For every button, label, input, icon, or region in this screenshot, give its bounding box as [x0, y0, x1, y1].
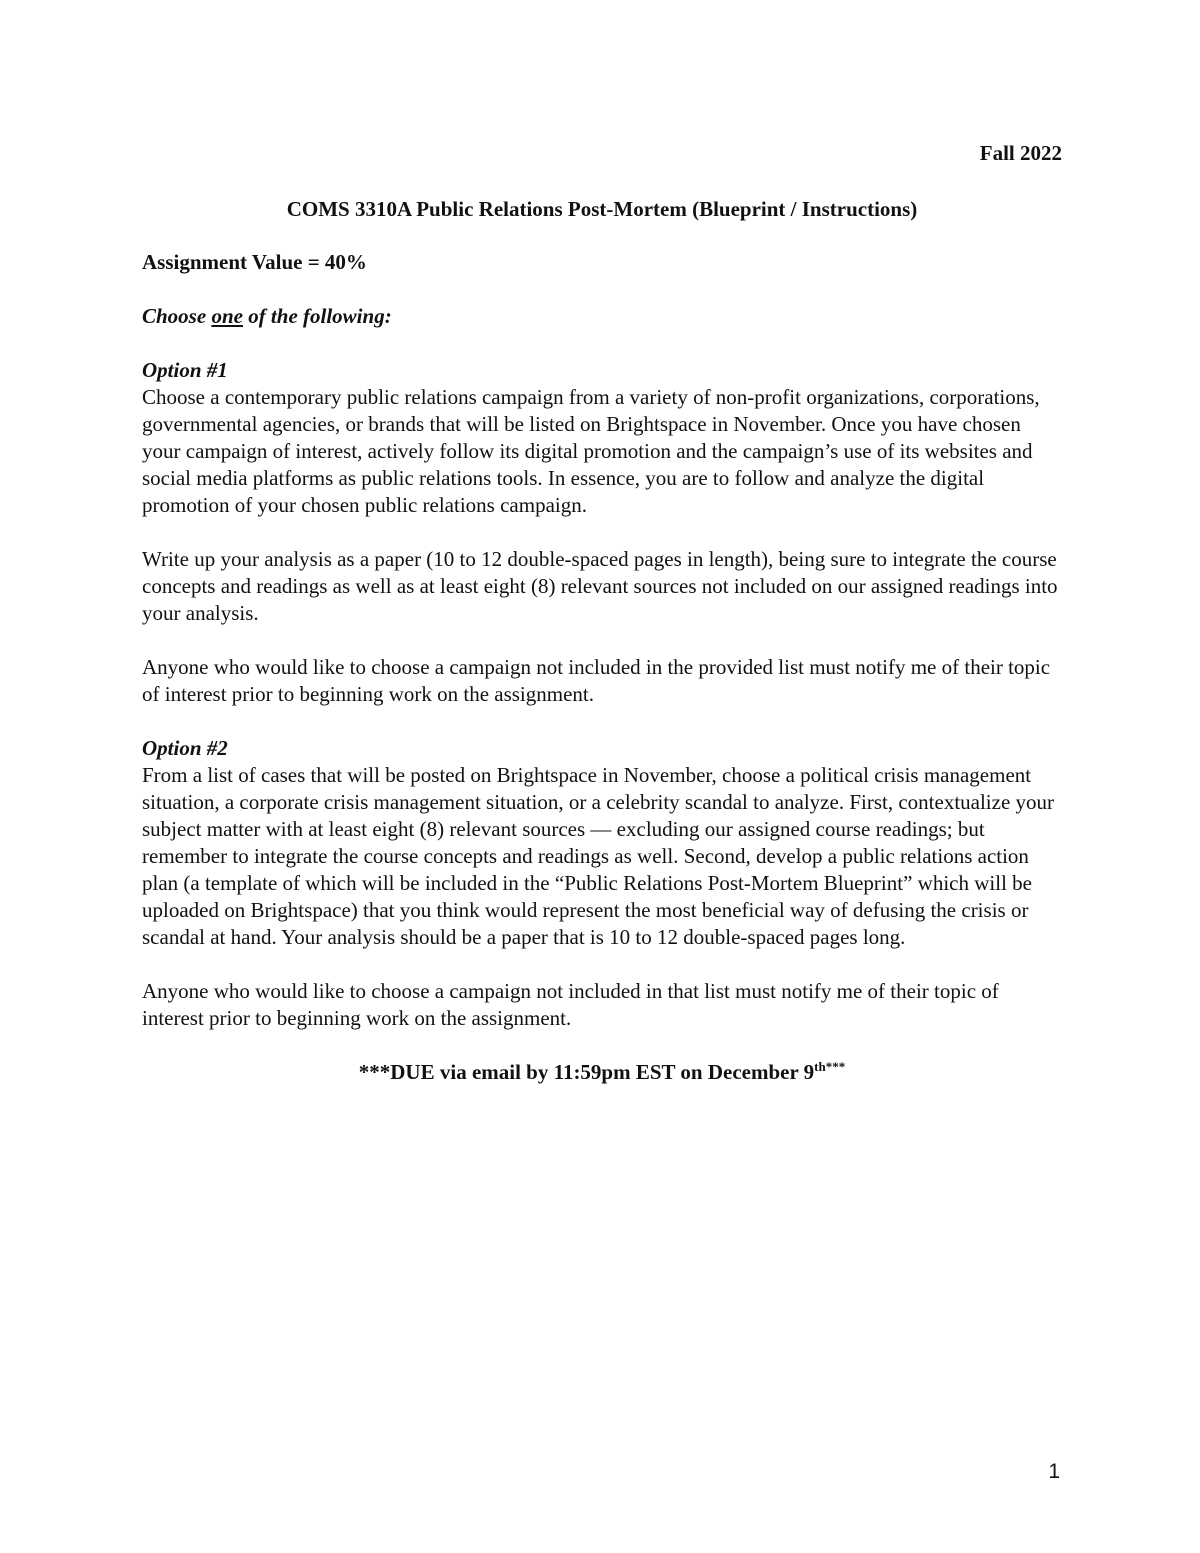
due-superscript: th*** — [814, 1059, 846, 1074]
choose-prefix: Choose — [142, 304, 212, 328]
choose-suffix: of the following: — [242, 304, 392, 328]
due-text: ***DUE via email by 11:59pm EST on December 9 — [358, 1060, 815, 1084]
option2-paragraph1: From a list of cases that will be posted on Brightspace in November, choose a political crisis management situation, a corporate crisis management situation, or a celebrity scandal to analyze. First, contextualize your subject matter with at least eight (8) relevant sources — excluding our assigned course readings; but remember to integrate the course concepts and readings as well. Second, develop a public relations action plan (a template of which will be included in the “Public Relations Post-Mortem Blueprint” which will be uploaded on Brightspace) that you think would represent the most beneficial way of defusing the crisis or scandal at hand. Your analysis should be a paper that is 10 to 12 double-spaced pages long. — [142, 763, 1055, 949]
option1-paragraph3: Anyone who would like to choose a campaign not included in the provided list must notify me of their topic of interest prior to beginning work on the assignment. — [142, 655, 1051, 706]
due-date-notice — [142, 1059, 1062, 1086]
term-label: Fall 2022 — [979, 141, 1062, 165]
option1-heading: Option #1 — [142, 358, 228, 382]
document-body — [142, 140, 1062, 1086]
assignment-value: Assignment Value = 40% — [142, 250, 367, 274]
option2-paragraph2: Anyone who would like to choose a campaign not included in that list must notify me of their topic of interest prior to beginning work on the assignment. — [142, 979, 999, 1030]
choose-instruction — [142, 303, 1062, 330]
choose-underlined: one — [211, 304, 243, 328]
option1-paragraph2: Write up your analysis as a paper (10 to 12 double-spaced pages in length), being sure to integrate the course concepts and readings as well as at least eight (8) relevant sources not included on our assigned readings into your analysis. — [142, 547, 1058, 625]
option1-paragraph1: Choose a contemporary public relations campaign from a variety of non-profit organizations, corporations, governmental agencies, or brands that will be listed on Brightspace in November. Once you have chosen your campaign of interest, actively follow its digital promotion and the campaign’s use of its websites and social media platforms as public relations tools. In essence, you are to follow and analyze the digital promotion of your chosen public relations campaign. — [142, 385, 1040, 517]
document-title: COMS 3310A Public Relations Post-Mortem (Blueprint / Instructions) — [286, 197, 918, 221]
page-number: 1 — [1048, 1460, 1060, 1483]
option2-heading: Option #2 — [142, 736, 228, 760]
